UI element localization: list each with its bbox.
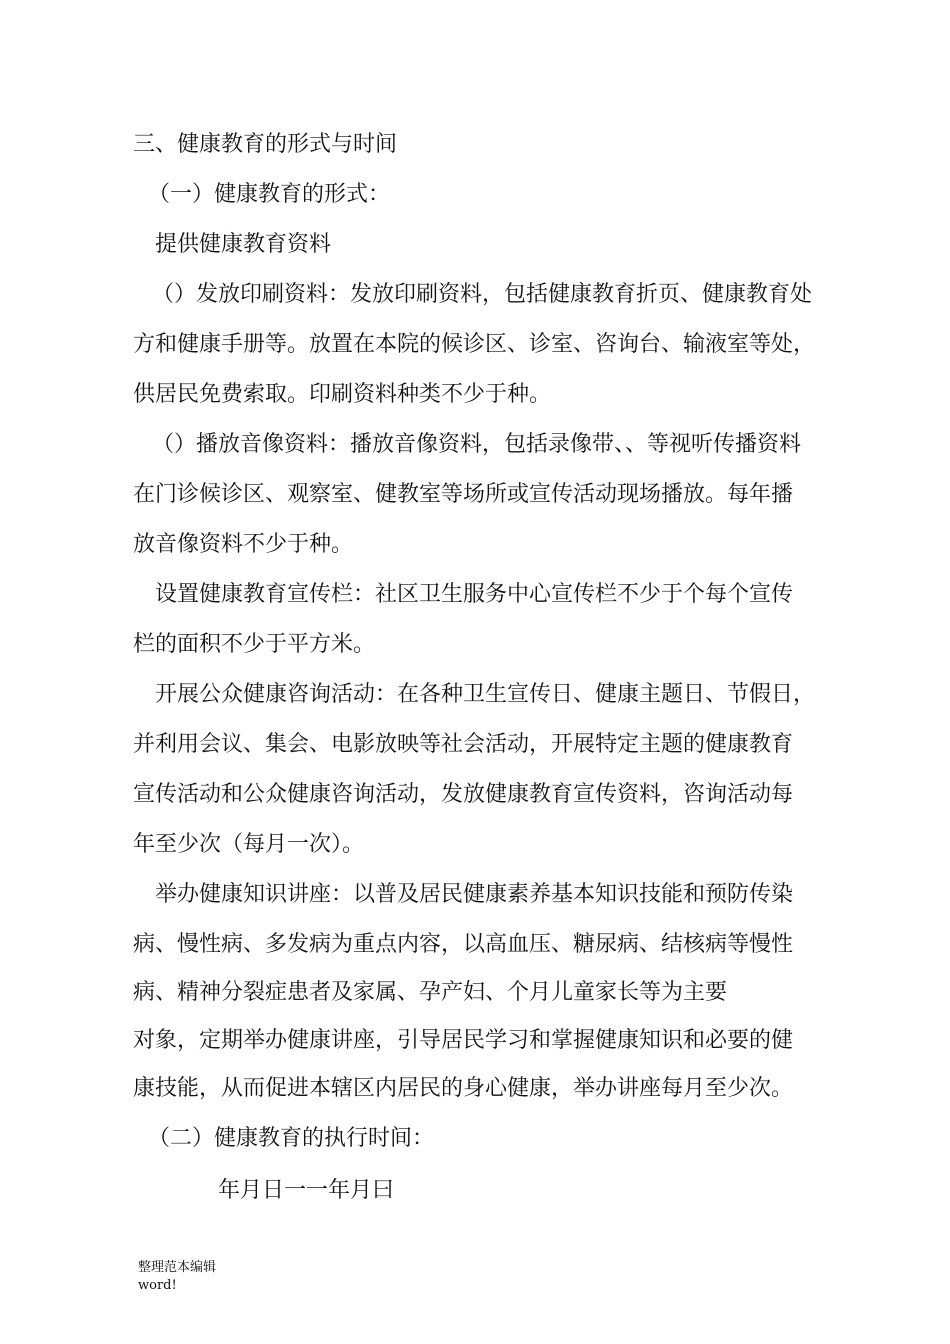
item-title-materials: 提供健康教育资料 — [155, 232, 332, 257]
footer-word-label: word! — [138, 1278, 177, 1293]
paragraph-printed-line-1: （）发放印刷资料：发放印刷资料，包括健康教育折页、健康教育处 — [152, 282, 813, 307]
section-heading: 三、健康教育的形式与时间 — [133, 132, 398, 157]
paragraph-printed-line-3: 供居民免费索取。印刷资料种类不少于种。 — [133, 382, 552, 407]
paragraph-consult-line-3: 宣传活动和公众健康咨询活动，发放健康教育宣传资料，咨询活动每 — [133, 782, 794, 807]
paragraph-lecture-line-1: 举办健康知识讲座：以普及居民健康素养基本知识技能和预防传染 — [155, 882, 794, 907]
paragraph-consult-line-4: 年至少次（每月一次）。 — [133, 832, 365, 857]
paragraph-consult-line-2: 并利用会议、集会、电影放映等社会活动，开展特定主题的健康教育 — [133, 732, 794, 757]
footer-label: 整理范本编辑 — [138, 1260, 217, 1275]
paragraph-lecture-line-5: 康技能，从而促进本辖区内居民的身心健康，举办讲座每月至少次。 — [133, 1076, 794, 1101]
paragraph-board-line-1: 设置健康教育宣传栏：社区卫生服务中心宣传栏不少于个每个宣传 — [155, 582, 794, 607]
paragraph-lecture-line-2: 病、慢性病、多发病为重点内容，以高血压、糖尿病、结核病等慢性 — [133, 932, 794, 957]
paragraph-consult-line-1: 开展公众健康咨询活动：在各种卫生宣传日、健康主题日、节假日， — [155, 682, 816, 707]
paragraph-lecture-line-3: 病、精神分裂症患者及家属、孕产妇、个月儿童家长等为主要 — [133, 980, 728, 1005]
paragraph-board-line-2: 栏的面积不少于平方米。 — [133, 632, 376, 657]
subsection-title-schedule: （二）健康教育的执行时间： — [148, 1126, 435, 1151]
paragraph-av-line-3: 放音像资料不少于种。 — [133, 532, 354, 557]
subsection-title-forms: （一）健康教育的形式： — [148, 182, 391, 207]
paragraph-lecture-line-4: 对象，定期举办健康讲座，引导居民学习和掌握健康知识和必要的健 — [133, 1028, 794, 1053]
schedule-date-range: 年月日一一年月曰 — [218, 1178, 395, 1203]
paragraph-printed-line-2: 方和健康手册等。放置在本院的候诊区、诊室、咨询台、输液室等处， — [133, 332, 816, 357]
paragraph-av-line-2: 在门诊候诊区、观察室、健教室等场所或宣传活动现场播放。每年播 — [133, 482, 794, 507]
paragraph-av-line-1: （）播放音像资料：播放音像资料，包括录像带、、等视听传播资料 — [152, 432, 802, 457]
